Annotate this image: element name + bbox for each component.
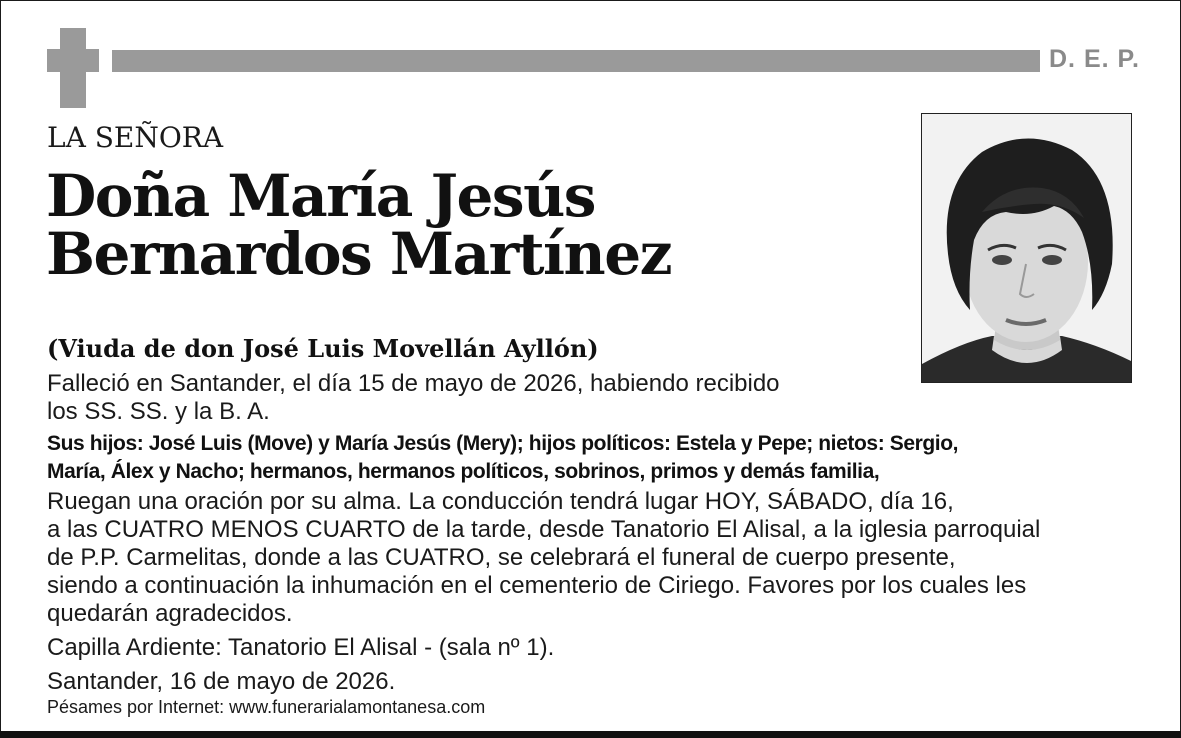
condolences-link: Pésames por Internet: www.funerarialamontanesa.com — [47, 697, 486, 717]
widow-of: (Viuda de don José Luis Movellán Ayllón) — [47, 334, 599, 363]
death-line-1: Falleció en Santander, el día 15 de mayo de 2026, habiendo recibido — [47, 370, 780, 397]
cross-icon — [47, 28, 99, 108]
prayer-line-4: siendo a continuación la inhumación en el cementerio de Ciriego. Favores por los cuales les — [47, 572, 1027, 599]
family-line-2: María, Álex y Nacho; hermanos, hermanos políticos, sobrinos, primos y demás familia, — [47, 460, 880, 483]
family-list — [47, 430, 1177, 486]
place-date: Santander, 16 de mayo de 2026. — [47, 668, 396, 695]
death-notice — [47, 370, 867, 426]
deceased-name — [46, 162, 672, 288]
bottom-rule — [0, 731, 1181, 738]
portrait-photo — [921, 113, 1132, 383]
prayer-line-3: de P.P. Carmelitas, donde a las CUATRO, se celebrará el funeral de cuerpo presente, — [47, 544, 956, 571]
family-line-1: Sus hijos: José Luis (Move) y María Jesús (Mery); hijos políticos: Estela y Pepe; nietos: Sergio, — [47, 432, 959, 455]
header-bar — [112, 50, 1040, 72]
honorific: LA SEÑORA — [47, 121, 224, 154]
prayer-line-5: quedarán agradecidos. — [47, 600, 293, 627]
chapel-info: Capilla Ardiente: Tanatorio El Alisal - (sala nº 1). — [47, 634, 555, 661]
name-line-1: Doña María Jesús — [46, 162, 595, 230]
name-line-2: Bernardos Martínez — [46, 220, 672, 288]
death-line-2: los SS. SS. y la B. A. — [47, 398, 270, 425]
prayer-line-1: Ruegan una oración por su alma. La conducción tendrá lugar HOY, SÁBADO, día 16, — [47, 488, 954, 515]
dep-label: D. E. P. — [1049, 45, 1140, 73]
prayer-paragraph — [47, 488, 1040, 628]
prayer-line-2: a las CUATRO MENOS CUARTO de la tarde, desde Tanatorio El Alisal, a la iglesia parroquial — [47, 516, 1041, 543]
